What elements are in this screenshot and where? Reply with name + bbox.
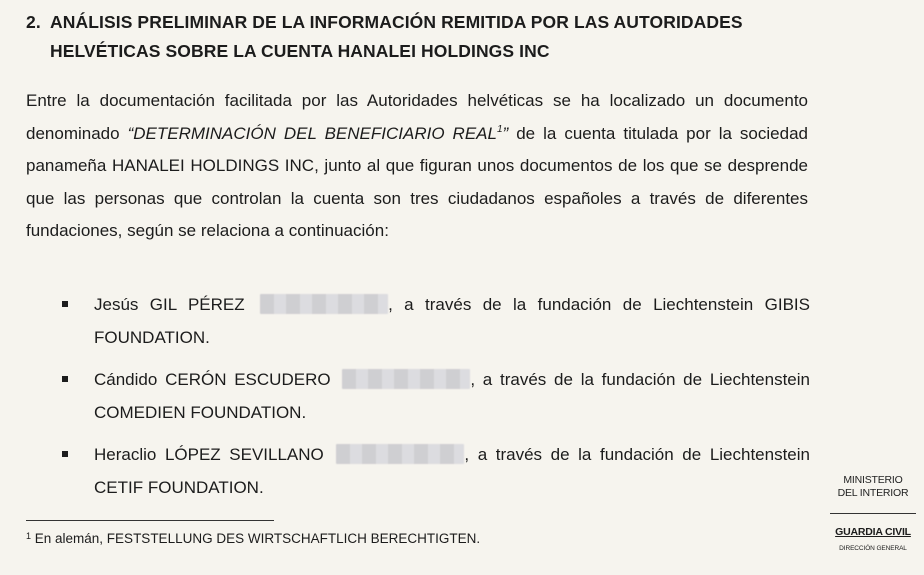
footnote-mark: 1 (26, 531, 32, 541)
quote-close: ” (502, 123, 509, 143)
body-paragraph (26, 85, 808, 248)
department-name: DIRECCIÓN GENERAL (839, 545, 907, 552)
beneficiary-detail: , a través de la fundación de Liechtenstein CETIF FOUNDATION. (94, 445, 810, 497)
footnote-divider (26, 520, 274, 521)
list-item (60, 288, 810, 354)
ministry-line1: MINISTERIO (843, 474, 903, 486)
list-item (60, 438, 810, 504)
stamp-divider (830, 513, 916, 514)
beneficiary-name: Cándido CERÓN ESCUDERO (94, 370, 331, 389)
redacted-block (260, 294, 388, 314)
footnote-reference: 1 (496, 123, 503, 135)
document-title-quote: “DETERMINACIÓN DEL BENEFICIARIO REAL (127, 123, 497, 143)
section-number: 2. (26, 12, 41, 32)
redacted-block (336, 444, 464, 464)
beneficiary-name: Heraclio LÓPEZ SEVILLANO (94, 445, 324, 464)
ministry-line2: DEL INTERIOR (837, 487, 909, 499)
list-item (60, 363, 810, 429)
beneficiary-list (60, 288, 810, 513)
organization-name: GUARDIA CIVIL (835, 526, 911, 538)
footnote (26, 531, 480, 546)
beneficiary-detail: , a través de la fundación de Liechtenstein GIBIS FOUNDATION. (94, 295, 810, 347)
beneficiary-detail: , a través de la fundación de Liechtenstein COMEDIEN FOUNDATION. (94, 370, 810, 422)
footnote-text: En alemán, FESTSTELLUNG DES WIRTSCHAFTLICH BERECHTIGTEN. (31, 531, 481, 546)
paragraph-rest: de la cuenta titulada por la sociedad panameña HANALEI HOLDINGS INC, junto al que figuran unos documentos de los que se desprende que las personas que controlan la cuenta son tres ciudadanos españoles a través de diferentes fundaciones, según se relaciona a continuación: (26, 123, 808, 241)
beneficiary-name: Jesús GIL PÉREZ (94, 295, 245, 314)
section-title-line2: HELVÉTICAS SOBRE LA CUENTA HANALEI HOLDINGS INC (50, 41, 550, 61)
redacted-block (342, 369, 470, 389)
ministry-stamp (828, 474, 918, 500)
section-title-line1: ANÁLISIS PRELIMINAR DE LA INFORMACIÓN REMITIDA POR LAS AUTORIDADES (50, 12, 743, 32)
section-heading (26, 8, 826, 66)
paragraph-intro: Entre la documentación facilitada por las Autoridades helvéticas se ha localizado un documento denominado (26, 91, 808, 143)
